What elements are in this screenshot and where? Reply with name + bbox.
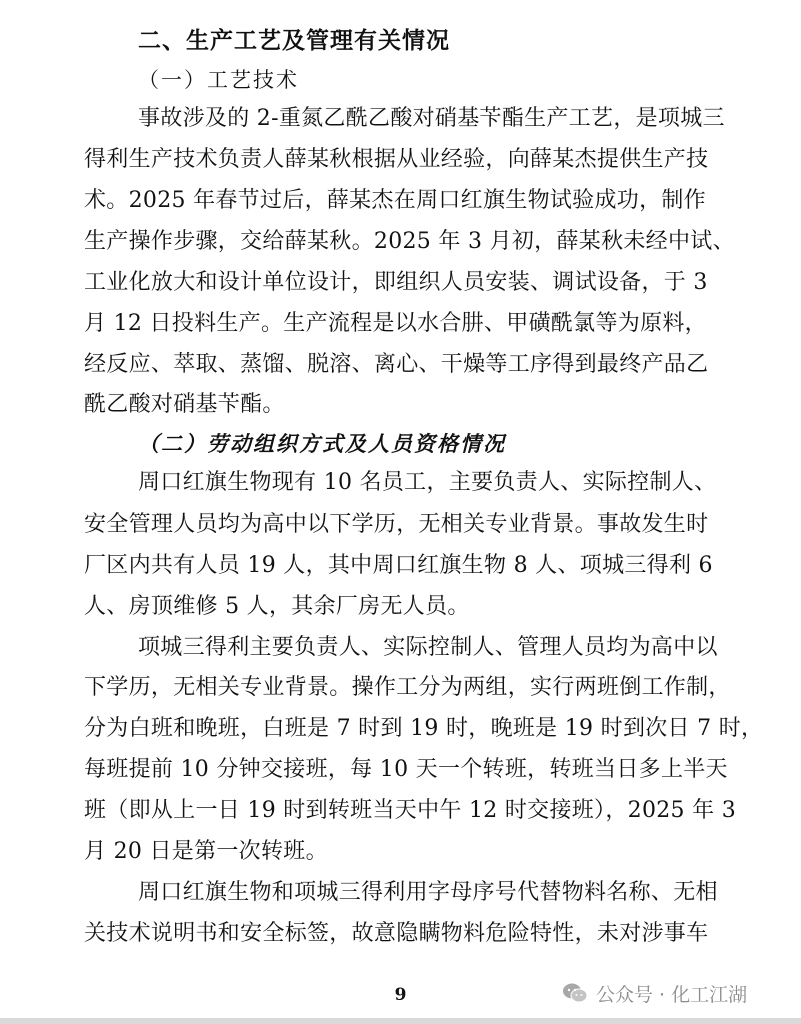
paragraph-line: 人、房顶维修 5 人，其余厂房无人员。 bbox=[84, 594, 470, 619]
paragraph-line: 分为白班和晚班，白班是 7 时到 19 时，晚班是 19 时到次日 7 时， bbox=[84, 716, 764, 741]
paragraph-line: 安全管理人员均为高中以下学历，无相关专业背景。事故发生时 bbox=[84, 512, 709, 537]
subsection-title-labor: （二）劳动组织方式及人员资格情况 bbox=[138, 431, 506, 456]
paragraph-line: 经反应、萃取、蒸馏、脱溶、离心、干燥等工序得到最终产品乙 bbox=[84, 352, 709, 377]
paragraph-line: 周口红旗生物和项城三得利用字母序号代替物料名称、无相 bbox=[138, 880, 718, 905]
paragraph-line: 月 20 日是第一次转班。 bbox=[84, 839, 328, 864]
watermark bbox=[562, 978, 747, 1008]
paragraph-line: 周口红旗生物现有 10 名员工，主要负责人、实际控制人、 bbox=[138, 470, 717, 495]
paragraph-line: 酰乙酸对硝基苄酯。 bbox=[84, 392, 285, 417]
paragraph-line: 得利生产技术负责人薛某秋根据从业经验，向薛某杰提供生产技 bbox=[84, 147, 709, 172]
paragraph-line: 生产操作步骤，交给薛某秋。2025 年 3 月初，薛某秋未经中试、 bbox=[84, 229, 735, 254]
bottom-divider bbox=[0, 1018, 801, 1024]
watermark-text: 公众号 · 化工江湖 bbox=[596, 983, 748, 1006]
paragraph-line: 事故涉及的 2-重氮乙酰乙酸对硝基苄酯生产工艺，是项城三 bbox=[138, 106, 725, 131]
wechat-icon bbox=[562, 982, 588, 1004]
paragraph-line: 月 12 日投料生产。生产流程是以水合肼、甲磺酰氯等为原料， bbox=[84, 311, 707, 336]
paragraph-line: 厂区内共有人员 19 人，其中周口红旗生物 8 人、项城三得利 6 bbox=[84, 553, 713, 578]
paragraph-line: 下学历，无相关专业背景。操作工分为两组，实行两班倒工作制， bbox=[84, 675, 731, 700]
section-heading: 二、生产工艺及管理有关情况 bbox=[138, 28, 450, 54]
page-number: 9 bbox=[394, 985, 407, 1005]
subsection-title-process: （一）工艺技术 bbox=[138, 68, 299, 92]
paragraph-line: 班（即从上一日 19 时到转班当天中午 12 时交接班），2025 年 3 bbox=[84, 798, 737, 823]
paragraph-line: 术。2025 年春节过后，薛某杰在周口红旗生物试验成功，制作 bbox=[84, 188, 706, 213]
paragraph-line: 关技术说明书和安全标签，故意隐瞒物料危险特性，未对涉事车 bbox=[84, 921, 709, 946]
paragraph-line: 工业化放大和设计单位设计，即组织人员安装、调试设备，于 3 bbox=[84, 270, 708, 295]
paragraph-line: 每班提前 10 分钟交接班，每 10 天一个转班，转班当日多上半天 bbox=[84, 757, 728, 782]
paragraph-line: 项城三得利主要负责人、实际控制人、管理人员均为高中以 bbox=[138, 635, 718, 660]
